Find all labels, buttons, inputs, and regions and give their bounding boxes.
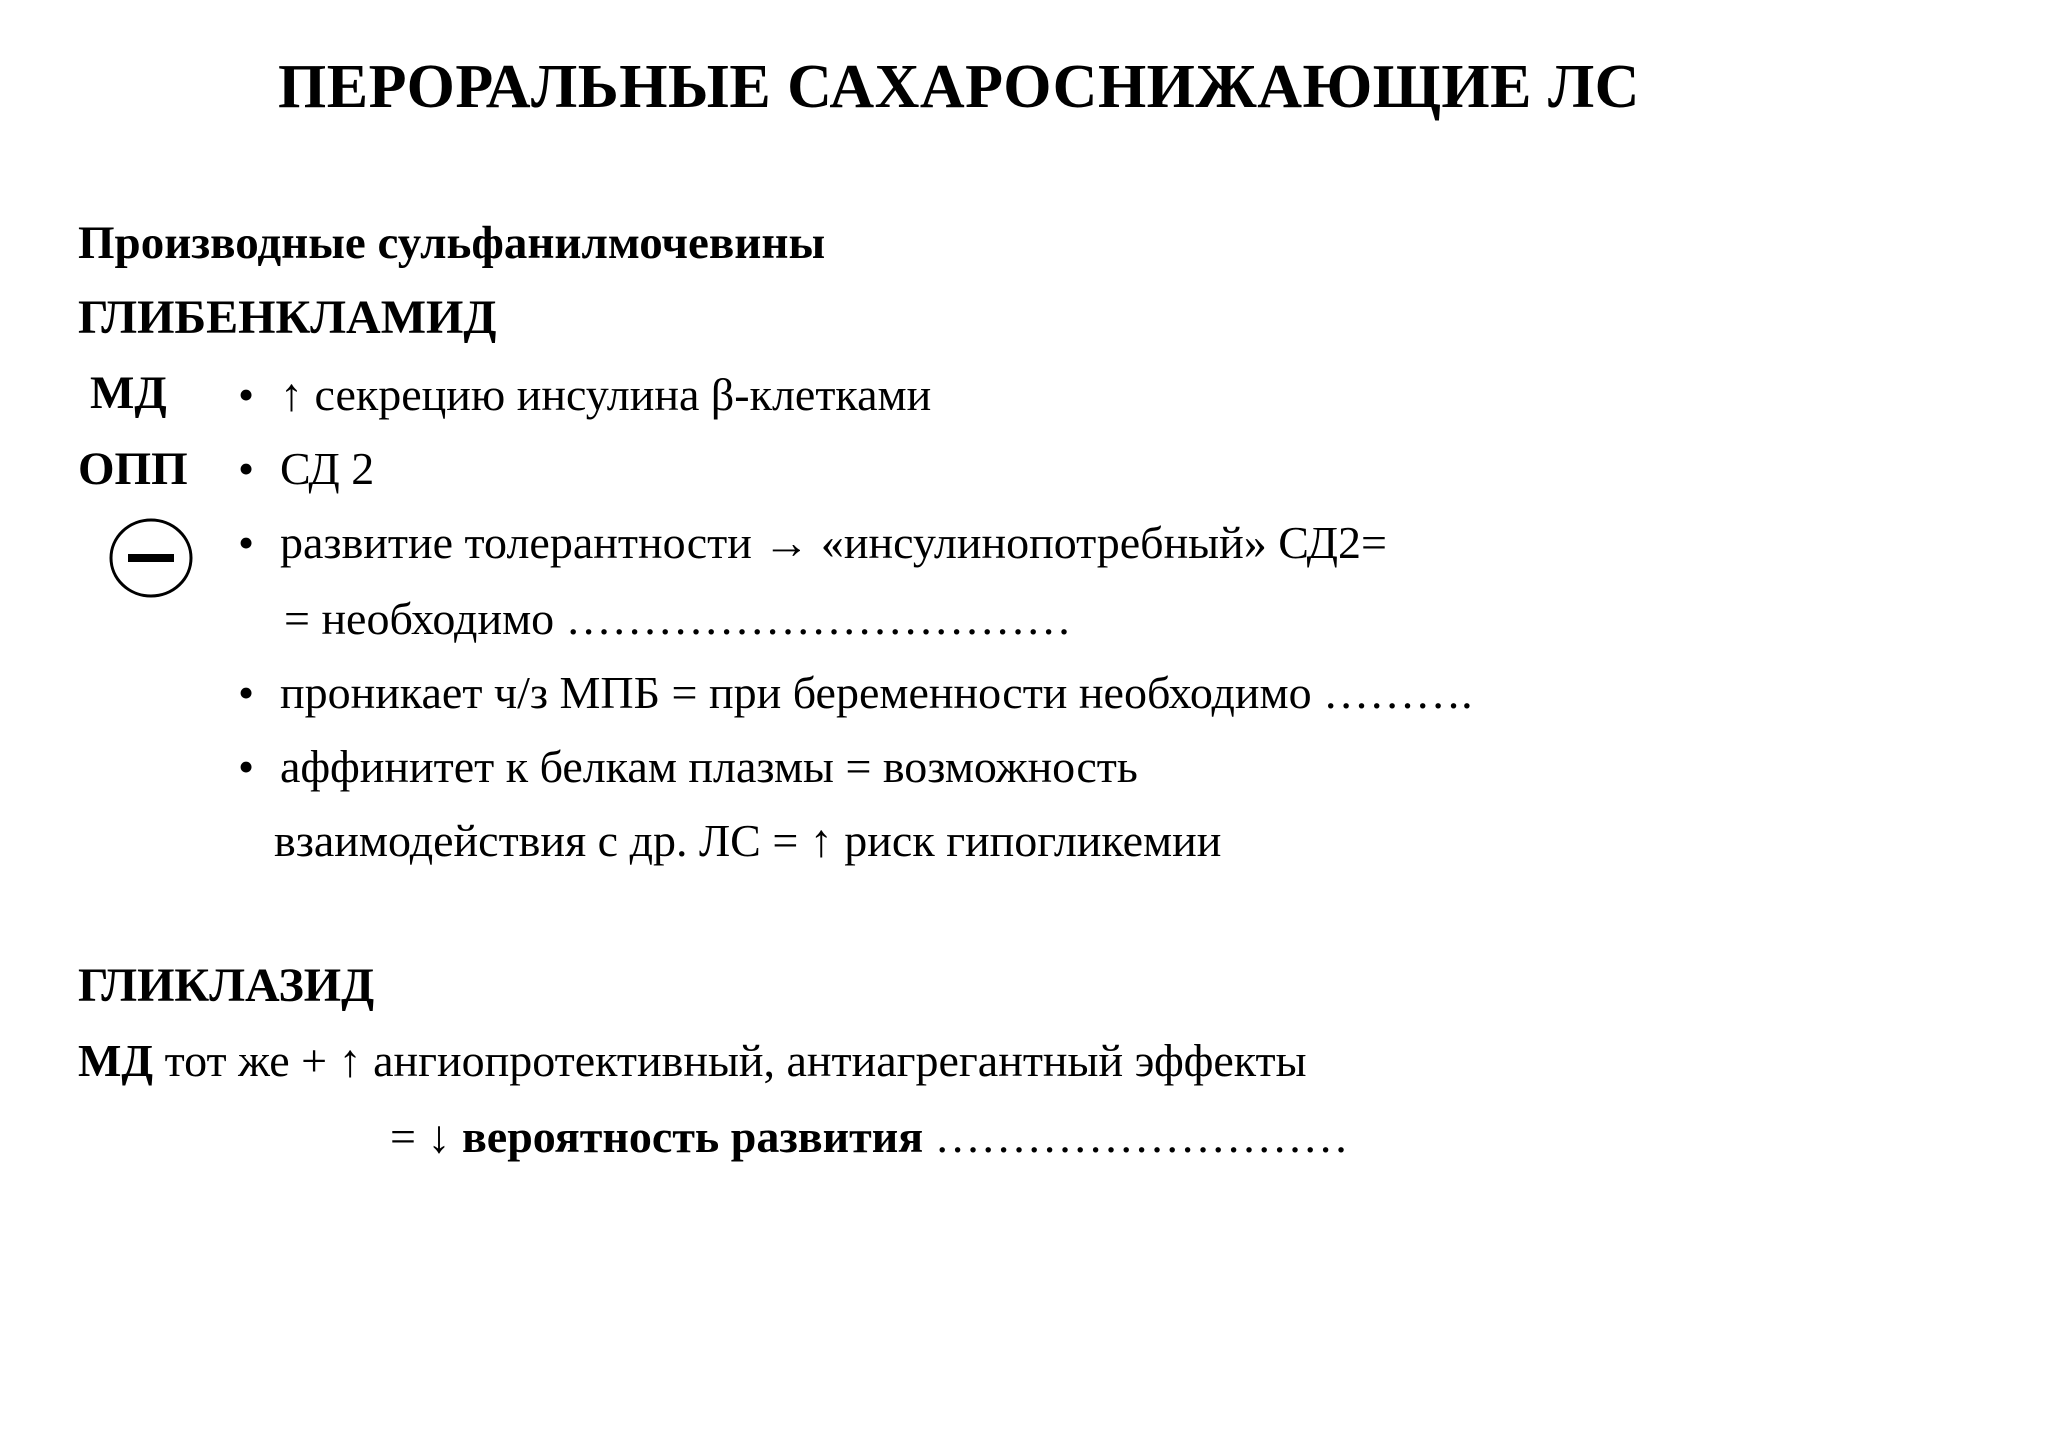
bullet: • <box>238 667 255 718</box>
md-text: ↑ секрецию инсулина β-клетками <box>280 369 932 420</box>
gliclazide-result-line <box>390 1110 1349 1163</box>
page-title: ПЕРОРАЛЬНЫЕ САХАРОСНИЖАЮЩИЕ ЛС <box>278 53 1640 121</box>
md-label: МД <box>90 367 167 419</box>
result-bold-text: вероятность развития <box>461 1111 924 1162</box>
result-prefix: = ↓ <box>390 1111 462 1162</box>
drug-name-gliclazide: ГЛИКЛАЗИД <box>78 959 375 1012</box>
drug-group-heading: Производные сульфанилмочевины <box>78 217 826 269</box>
drug-name-glibenclamide: ГЛИБЕНКЛАМИД <box>78 291 497 344</box>
contraindication-1-line2: = необходимо …………………………… <box>284 593 1072 644</box>
bullet: • <box>238 741 255 792</box>
opp-label: ОПП <box>78 443 188 495</box>
bullet: • <box>238 443 255 494</box>
opp-text: СД 2 <box>280 443 375 494</box>
contraindication-1-line1: развитие толерантности → «инсулинопотребный» СД2= <box>280 517 1387 568</box>
gliclazide-md-line <box>78 1034 1307 1087</box>
contraindication-3-line1: аффинитет к белкам плазмы = возможность <box>280 741 1138 792</box>
gliclazide-md-text: тот же + ↑ ангиопротективный, антиагрегантный эффекты <box>153 1035 1307 1086</box>
contraindication-2: проникает ч/з МПБ = при беременности необходимо ………. <box>280 667 1473 718</box>
md-label: МД <box>78 1035 154 1086</box>
bullet: • <box>238 517 255 568</box>
bullet: • <box>238 369 255 420</box>
result-dots: ……………………… <box>923 1111 1349 1162</box>
minus-circle-icon <box>108 517 194 599</box>
contraindication-3-line2: взаимодействия с др. ЛС = ↑ риск гипогликемии <box>274 815 1222 866</box>
